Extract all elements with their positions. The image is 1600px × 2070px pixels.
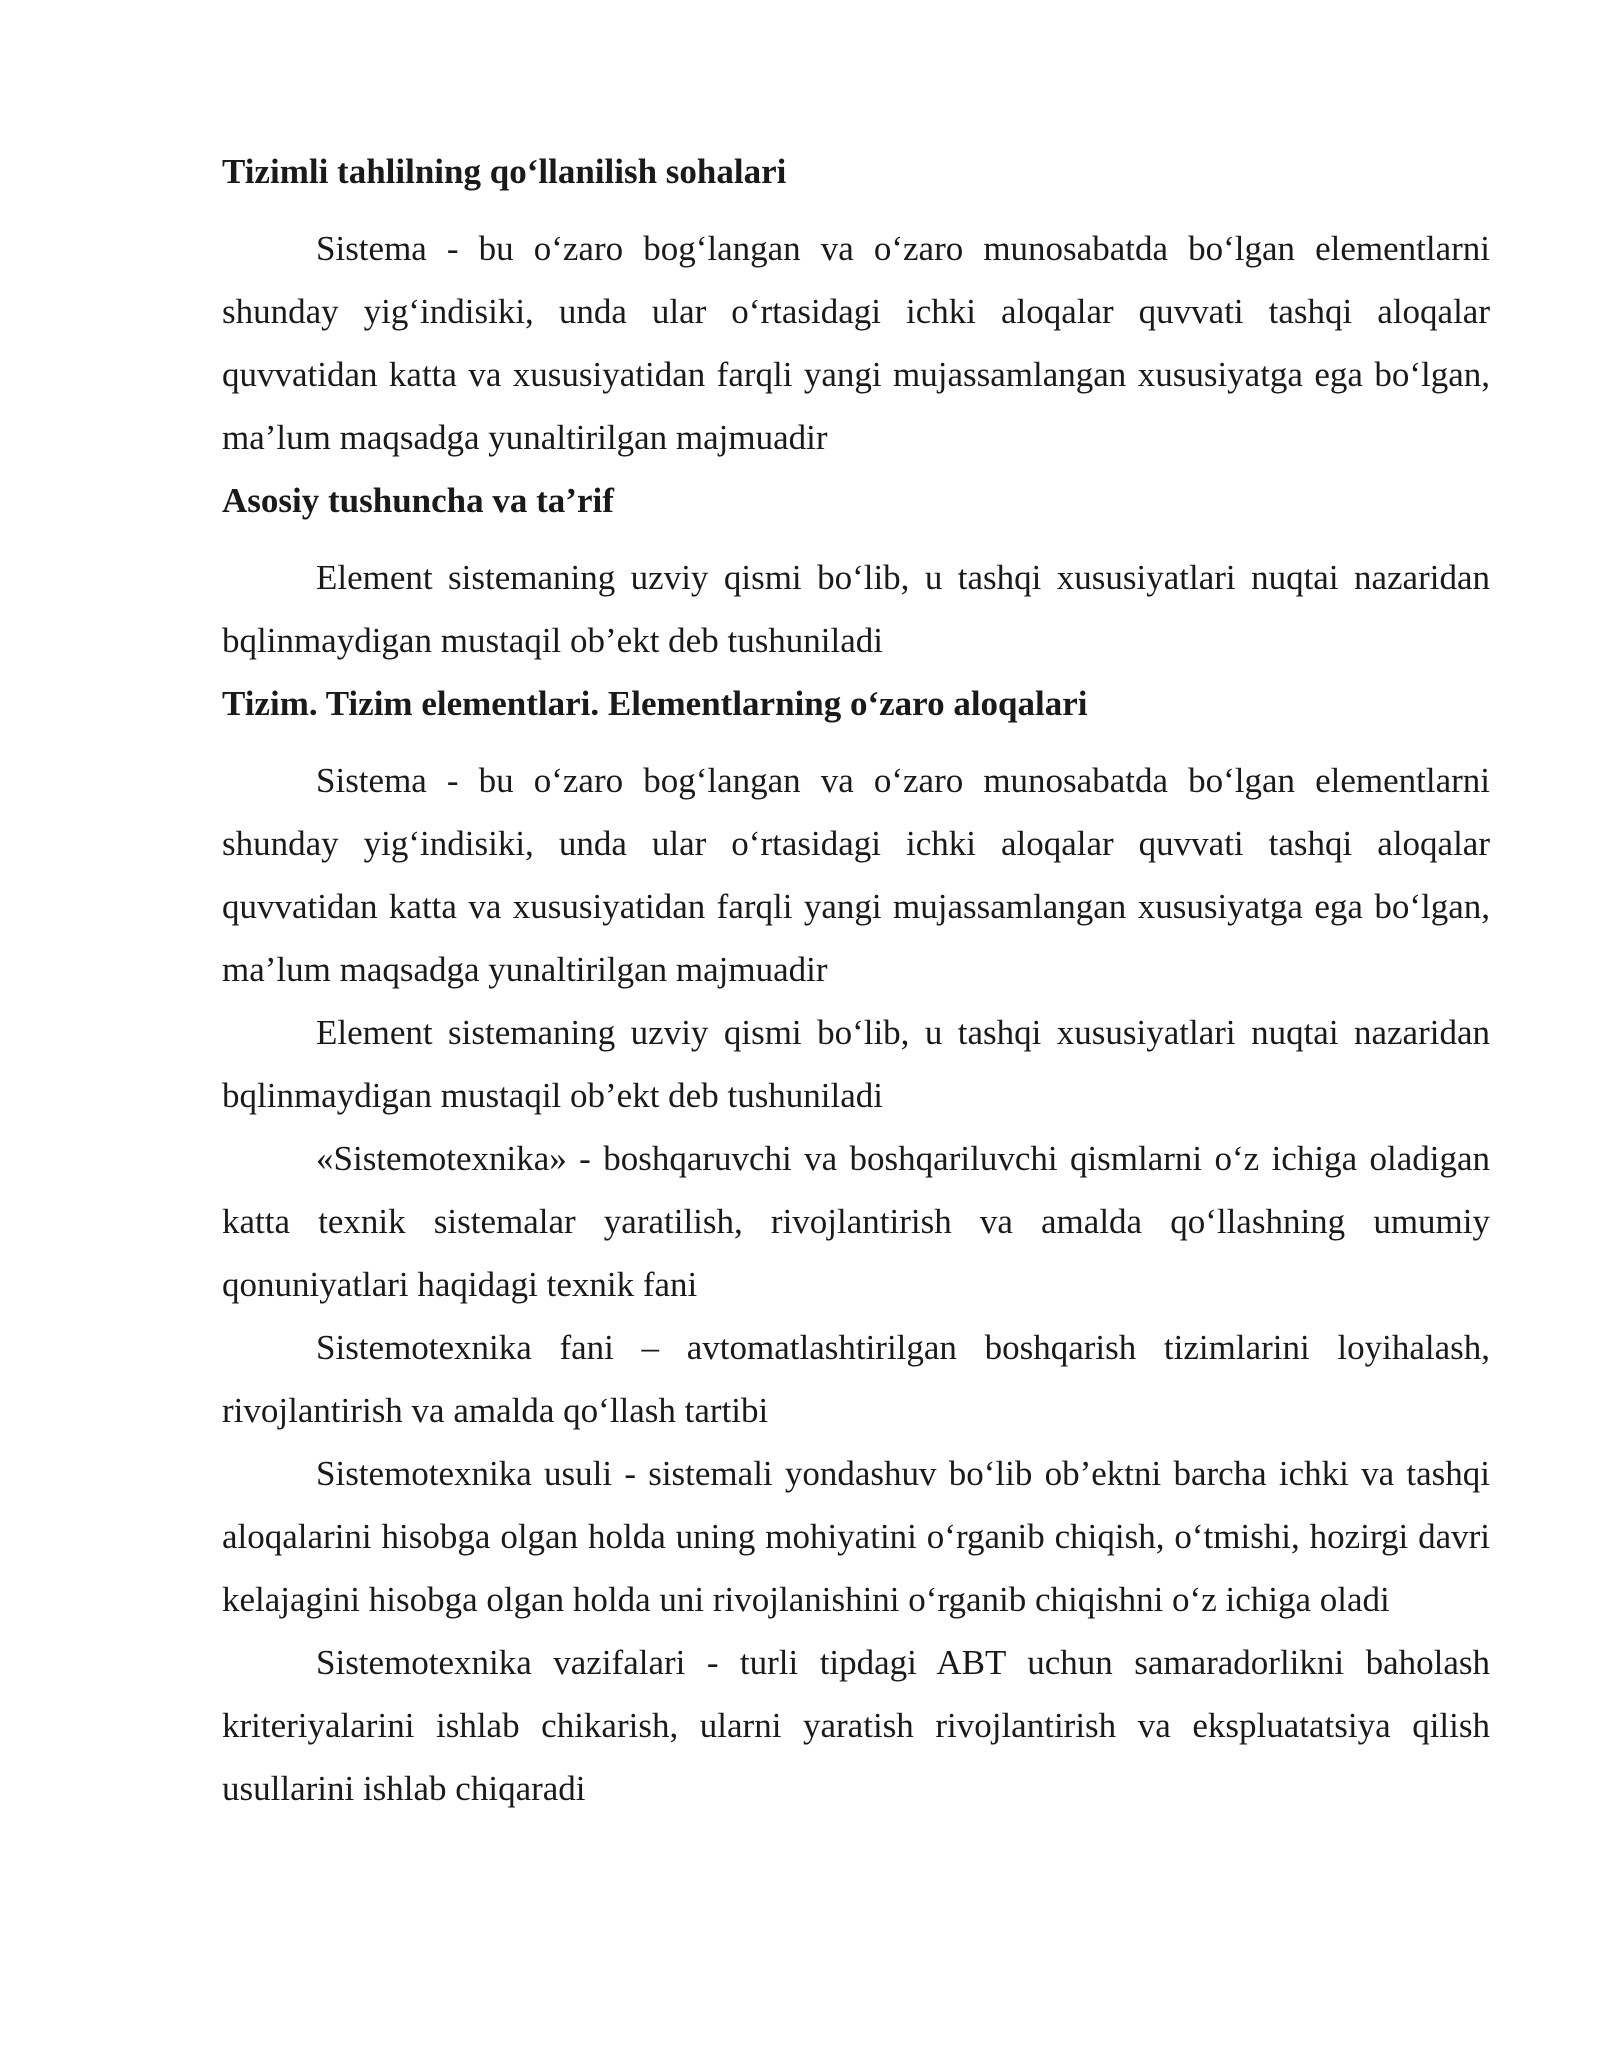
spacer [222,532,1490,546]
paragraph-element-definition: Element sistemaning uzviy qismi bo‘lib, u tashqi xususiyatlari nuqtai nazaridan bqlinmaydigan mustaqil ob’ekt deb tushuniladi [222,558,1490,660]
paragraph-element-definition-repeat: Element sistemaning uzviy qismi bo‘lib, u tashqi xususiyatlari nuqtai nazaridan bqlinmaydigan mustaqil ob’ekt deb tushuniladi [222,1013,1490,1115]
spacer [222,203,1490,217]
paragraph-sistema-definition: Sistema - bu o‘zaro bog‘langan va o‘zaro munosabatda bo‘lgan elementlarni shunday yig‘indisiki, unda ular o‘rtasidagi ichki aloqalar quvvati tashqi aloqalar quvvatidan katta va xususiyatidan farqli yangi mujassamlangan xususiyatga ega bo‘lgan, ma’lum maqsadga yunaltirilgan majmuadir [222,229,1490,457]
section-heading-applications: Tizimli tahlilning qo‘llanilish sohalari [222,152,787,191]
paragraph-sistemotexnika: «Sistemotexnika» - boshqaruvchi va boshqariluvchi qismlarni o‘z ichiga oladigan katta texnik sistemalar yaratilish, rivojlantirish va amalda qo‘llashning umumiy qonuniyatlari haqidagi texnik fani [222,1139,1490,1304]
spacer [222,735,1490,749]
paragraph-sistemotexnika-vazifalari: Sistemotexnika vazifalari - turli tipdagi ABT uchun samaradorlikni baholash kriteriyalarini ishlab chikarish, ularni yaratish rivojlantirish va ekspluatatsiya qilish usullarini ishlab chiqaradi [222,1643,1490,1808]
section-heading-system-elements: Tizim. Tizim elementlari. Elementlarning o‘zaro aloqalari [222,684,1088,723]
paragraph-sistemotexnika-fani: Sistemotexnika fani – avtomatlashtirilgan boshqarish tizimlarini loyihalash, rivojlantirish va amalda qo‘llash tartibi [222,1328,1490,1430]
section-heading-basic-concepts: Asosiy tushuncha va ta’rif [222,481,614,520]
paragraph-sistema-definition-repeat: Sistema - bu o‘zaro bog‘langan va o‘zaro munosabatda bo‘lgan elementlarni shunday yig‘indisiki, unda ular o‘rtasidagi ichki aloqalar quvvati tashqi aloqalar quvvatidan katta va xususiyatidan farqli yangi mujassamlangan xususiyatga ega bo‘lgan, ma’lum maqsadga yunaltirilgan majmuadir [222,761,1490,989]
document-page [222,140,1490,1820]
paragraph-sistemotexnika-usuli: Sistemotexnika usuli - sistemali yondashuv bo‘lib ob’ektni barcha ichki va tashqi aloqalarini hisobga olgan holda uning mohiyatini o‘rganib chiqish, o‘tmishi, hozirgi davri kelajagini hisobga olgan holda uni rivojlanishini o‘rganib chiqishni o‘z ichiga oladi [222,1454,1490,1619]
